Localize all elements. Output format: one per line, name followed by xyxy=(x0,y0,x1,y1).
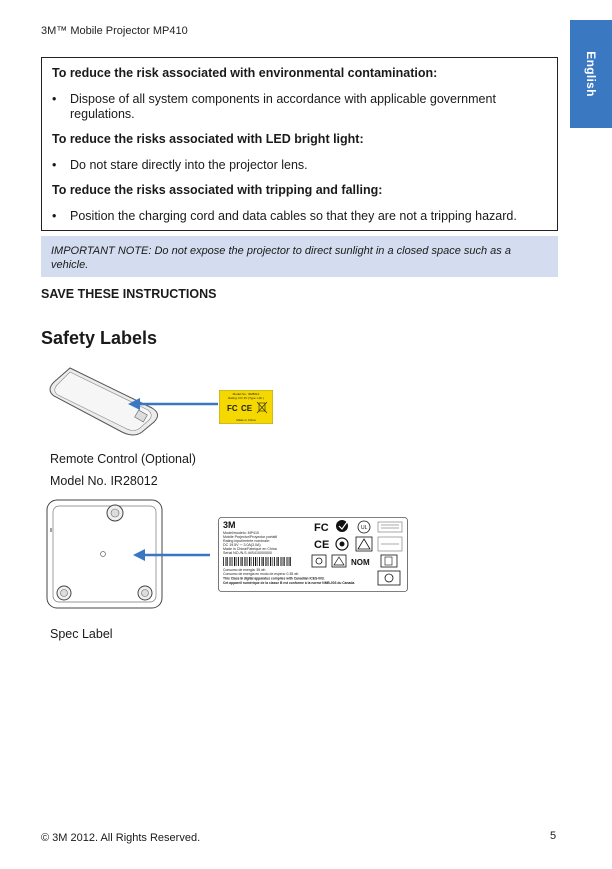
warning-bullet-text: Dispose of all system components in accordance with applicable government regulations. xyxy=(70,92,496,121)
fcc-logo-icon: FC xyxy=(314,522,329,534)
warning-heading-led: To reduce the risks associated with LED bright light: xyxy=(52,132,364,146)
svg-text:UL: UL xyxy=(361,525,368,531)
remote-label-line: Model No.: IR28012 xyxy=(232,392,260,396)
safety-warnings-box xyxy=(41,57,558,231)
spec-label-line: Consumo de energia en modo de espera: 0.38 wh xyxy=(223,572,299,576)
nom-mark-icon: NOM xyxy=(351,558,370,567)
spec-label-line: This Class B digital apparatus complies with Canadian ICES-003. xyxy=(223,576,325,581)
language-tab xyxy=(570,20,612,128)
remote-control-body xyxy=(50,368,158,435)
spec-label-line: Cet appareil numérique de la classe B est conforme à la norme NMB-003 du Canada. xyxy=(223,581,356,585)
warning-bullet-tripping xyxy=(52,209,547,224)
page-number: 5 xyxy=(550,830,557,842)
spec-label-line: Consumo de energia: 35 wh xyxy=(223,568,266,572)
spec-label-line: Serial NO./N.S.:MS410000000 xyxy=(223,551,272,555)
fcc-logo-icon: FC xyxy=(227,404,238,413)
section-title: Safety Labels xyxy=(41,328,158,348)
remote-label-line: Made in China xyxy=(236,418,256,422)
spec-label-line: DC 19.5V ⎓ 3.0A(3.0A) xyxy=(223,543,261,547)
footer-copyright: © 3M 2012. All Rights Reserved. xyxy=(41,832,201,844)
spec-label-line: Model/modelo: MP410 xyxy=(223,531,259,535)
warning-bullet-text: Do not stare directly into the projector lens. xyxy=(70,158,308,172)
important-note: IMPORTANT NOTE: Do not expose the projector to direct sunlight in a closed space such as a vehicle. xyxy=(41,236,558,277)
c-tick-icon xyxy=(336,520,348,532)
remote-model-number: Model No. IR28012 xyxy=(50,474,158,488)
remote-caption: Remote Control (Optional) xyxy=(50,452,196,466)
remote-label-line: Rating: DC 3V (Type: Lith.) xyxy=(228,396,264,400)
document-header: 3M™ Mobile Projector MP410 xyxy=(41,25,188,37)
warning-bullet-text: Position the charging cord and data cables so that they are not a tripping hazard. xyxy=(70,209,517,223)
bullet-icon: • xyxy=(52,92,57,106)
3m-logo-icon: 3M xyxy=(223,520,236,530)
ce-mark-icon: CE xyxy=(314,539,330,551)
warning-heading-environment: To reduce the risk associated with environmental contamination: xyxy=(52,66,438,80)
projector-bottom-illustration xyxy=(45,498,220,612)
save-instructions: SAVE THESE INSTRUCTIONS xyxy=(41,287,217,301)
bullet-icon: • xyxy=(52,209,57,223)
warning-bullet-environment xyxy=(52,92,547,122)
spec-label-line: Rating input/entrée nominale: xyxy=(223,539,270,543)
remote-safety-label xyxy=(219,390,273,424)
spec-label-line: Mobile Projector/Proyector portátil xyxy=(223,535,278,539)
bullet-icon: • xyxy=(52,158,57,172)
ce-mark-icon: CE xyxy=(241,404,253,413)
language-tab-label: English xyxy=(584,51,598,97)
warning-bullet-led xyxy=(52,158,547,173)
spec-safety-label xyxy=(218,517,408,592)
spec-label-caption: Spec Label xyxy=(50,627,113,641)
spec-label-line: Made in China/Fabriqué en China xyxy=(223,547,277,551)
warning-heading-tripping: To reduce the risks associated with tripping and falling: xyxy=(52,183,383,197)
